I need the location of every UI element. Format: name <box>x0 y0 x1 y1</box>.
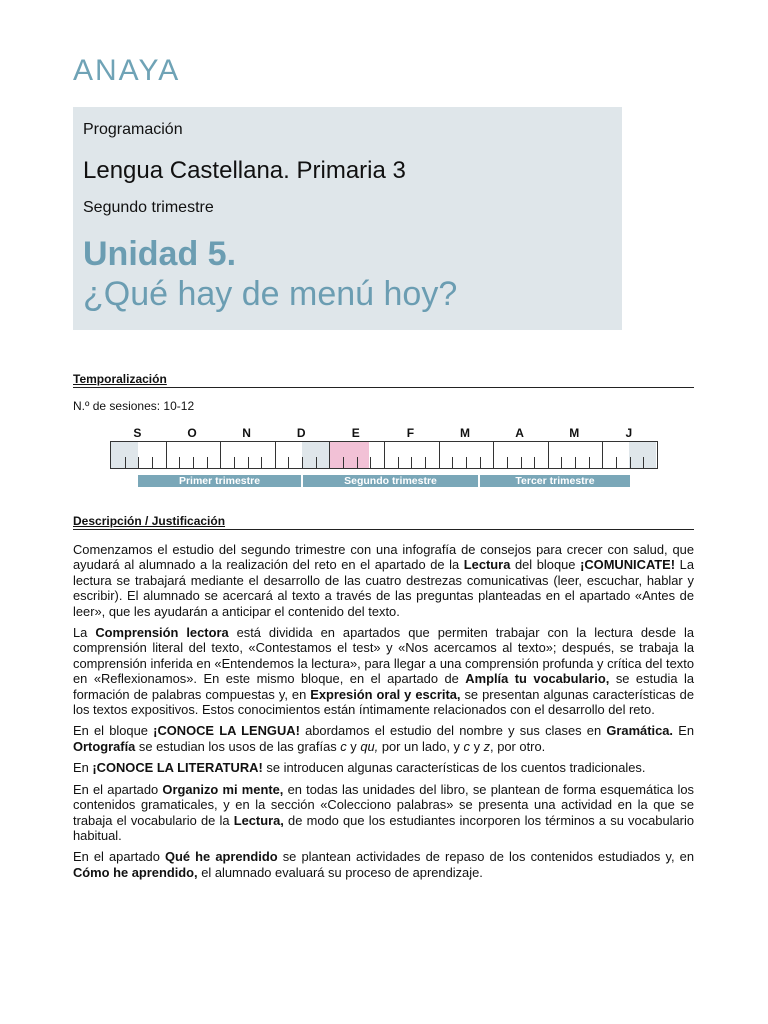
week-tick <box>357 457 358 468</box>
month-label: F <box>406 426 415 440</box>
week-tick <box>534 457 535 468</box>
paragraph-1: Comenzamos el estudio del segundo trimestre con una infografía de consejos para crecer con salud, que ayudará al alumnado a la realización del reto en el apartado de la Lectura del bloque ¡COMUNICATE! La lectura se trabajará mediante el desarrollo de las cuatro destrezas comunicativas (leer, escuchar, hablar y escribir). El alumnado se acercará al texto a través de las preguntas planteadas en el apartado «Antes de leer», que les ayudarán a anticipar el contenido del texto. <box>73 542 694 619</box>
month-labels <box>110 426 658 440</box>
description-body <box>73 542 694 886</box>
week-tick <box>398 457 399 468</box>
month-separator <box>493 442 494 468</box>
month-label: O <box>187 426 197 440</box>
month-label: E <box>351 426 360 440</box>
descripcion-heading: Descripción / Justificación <box>73 514 694 530</box>
month-separator <box>548 442 549 468</box>
timeline-grid <box>110 441 658 469</box>
week-tick <box>125 457 126 468</box>
week-tick <box>248 457 249 468</box>
week-tick <box>507 457 508 468</box>
paragraph-6: En el apartado Qué he aprendido se plantean actividades de repaso de los contenidos estudiados y, en Cómo he aprendido, el alumnado evaluará su proceso de aprendizaje. <box>73 849 694 880</box>
month-separator <box>439 442 440 468</box>
course-title: Lengua Castellana. Primaria 3 <box>83 157 406 184</box>
anaya-logo: ANAYA <box>73 54 181 87</box>
week-tick <box>466 457 467 468</box>
month-separator <box>602 442 603 468</box>
week-tick <box>521 457 522 468</box>
week-tick <box>480 457 481 468</box>
paragraph-4: En ¡CONOCE LA LITERATURA! se introducen algunas características de los cuentos tradicionales. <box>73 760 646 776</box>
month-label: D <box>296 426 306 440</box>
week-tick <box>343 457 344 468</box>
week-tick <box>425 457 426 468</box>
unit-subtitle: ¿Qué hay de menú hoy? <box>83 275 458 313</box>
week-tick <box>452 457 453 468</box>
title-block <box>73 107 622 330</box>
sessions-count: N.º de sesiones: 10-12 <box>73 399 195 413</box>
week-tick <box>616 457 617 468</box>
week-tick <box>138 457 139 468</box>
month-separator <box>384 442 385 468</box>
month-label: A <box>515 426 524 440</box>
week-tick <box>316 457 317 468</box>
document-type: Programación <box>83 121 183 138</box>
week-tick <box>234 457 235 468</box>
temporalizacion-heading: Temporalización <box>73 372 694 388</box>
week-tick <box>152 457 153 468</box>
month-label: S <box>133 426 142 440</box>
trimester-bar-3: Tercer trimestre <box>480 475 630 487</box>
week-tick <box>370 457 371 468</box>
week-tick <box>561 457 562 468</box>
week-tick <box>575 457 576 468</box>
month-label: M <box>459 426 470 440</box>
month-label: N <box>242 426 251 440</box>
unit-period-cell <box>329 442 369 468</box>
trimester-label: Segundo trimestre <box>83 199 214 216</box>
week-tick <box>207 457 208 468</box>
trimester-bar-1: Primer trimestre <box>138 475 301 487</box>
week-tick <box>630 457 631 468</box>
month-separator <box>166 442 167 468</box>
week-tick <box>193 457 194 468</box>
month-label: J <box>625 426 633 440</box>
paragraph-2: La Comprensión lectora está dividida en apartados que permiten trabajar con la lectura desde la comprensión literal del texto, «Contestamos el test» y «Nos acercamos al texto»; después, se trabaja la comprensión inferida en «Entendemos la lectura», para llegar a una comprensión profunda y crítica del texto en «Reflexionamos». En este mismo bloque, en el apartado de Amplía tu vocabulario, se estudia la formación de palabras compuestas y, en Expresión oral y escrita, se presentan algunas características de los textos expositivos. Estos conocimientos están íntimamente relacionados con el desarrollo del reto. <box>73 625 695 718</box>
trimester-bar-2: Segundo trimestre <box>303 475 478 487</box>
month-label: M <box>569 426 580 440</box>
week-tick <box>411 457 412 468</box>
month-separator <box>220 442 221 468</box>
paragraph-3: En el bloque ¡CONOCE LA LENGUA! abordamos el estudio del nombre y sus clases en Gramática. En Ortografía se estudian los usos de las grafías c y qu, por un lado, y c y z, por otro. <box>73 723 694 754</box>
week-tick <box>589 457 590 468</box>
week-tick <box>179 457 180 468</box>
month-separator <box>329 442 330 468</box>
week-tick <box>288 457 289 468</box>
week-tick <box>261 457 262 468</box>
month-separator <box>275 442 276 468</box>
paragraph-5: En el apartado Organizo mi mente, en todas las unidades del libro, se plantean de forma esquemática los contenidos gramaticales, y en la sección «Colecciono palabras» se presenta una actividad en la que se trabaja el vocabulario de la Lectura, de modo que los estudiantes incorporen los términos a su vocabulario habitual. <box>73 781 694 843</box>
week-tick <box>302 457 303 468</box>
week-tick <box>643 457 644 468</box>
unit-title: Unidad 5. <box>83 235 237 273</box>
